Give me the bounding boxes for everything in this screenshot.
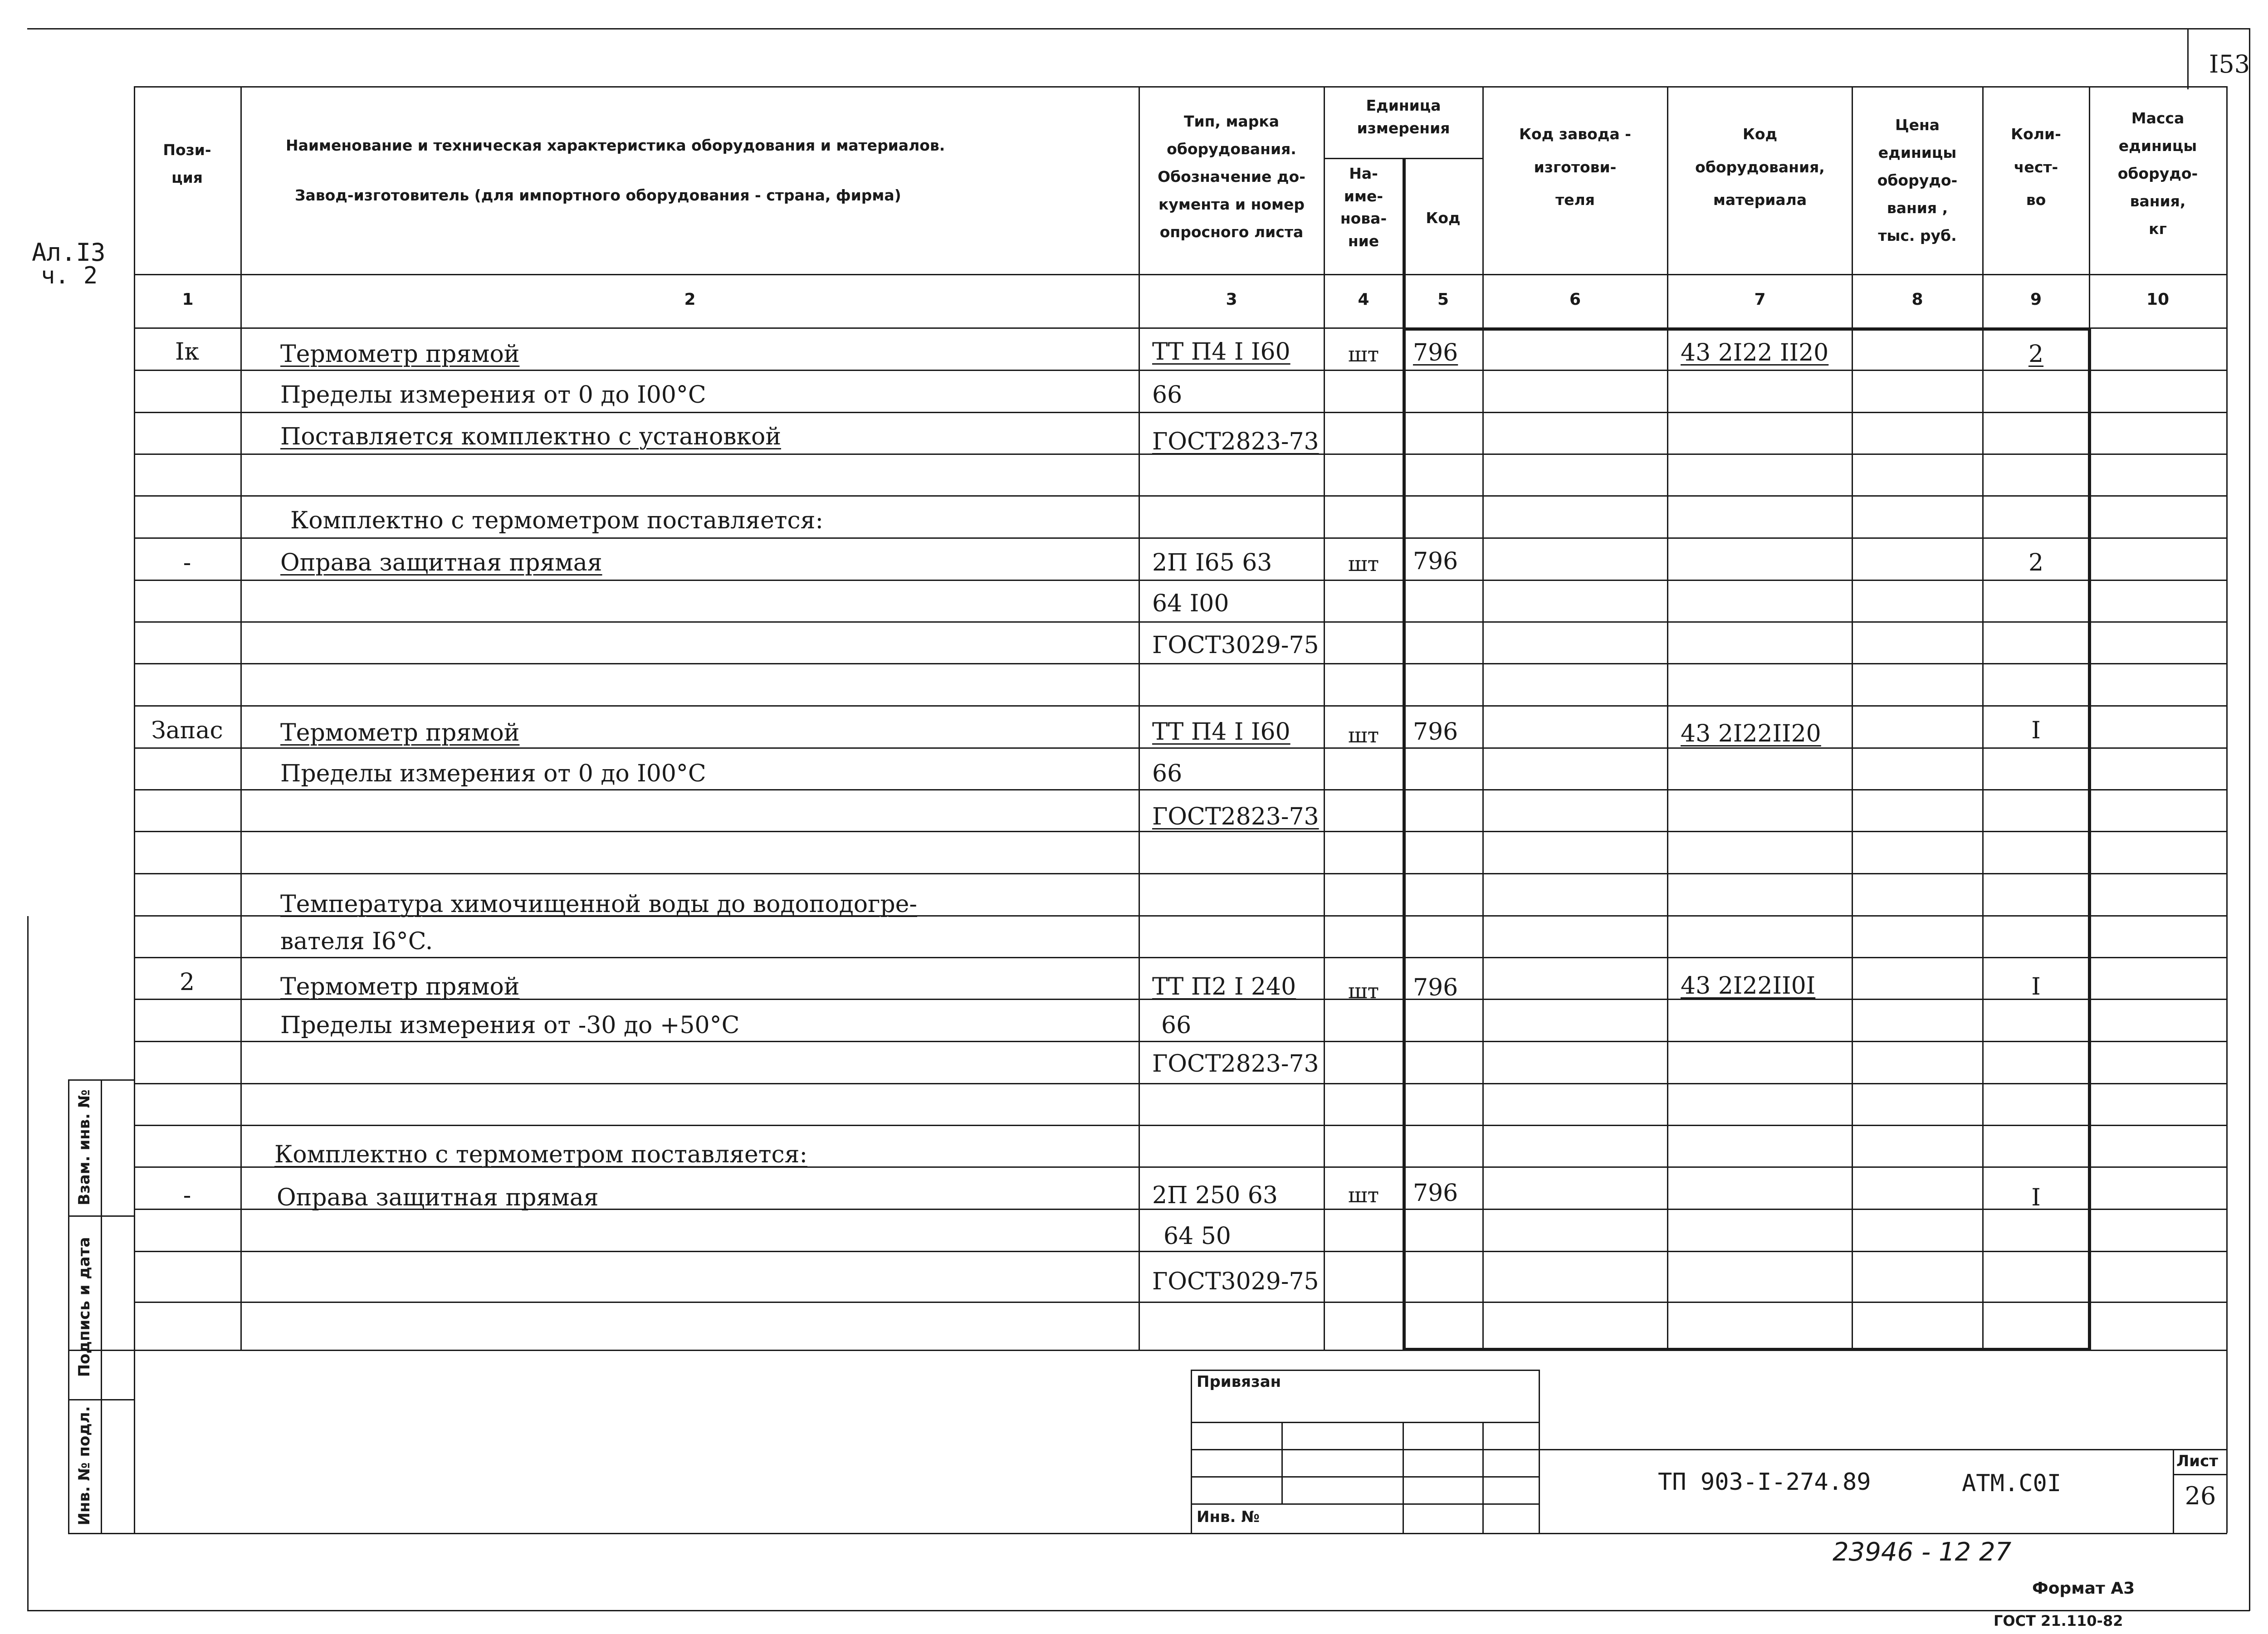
bold-block-top [1403, 327, 2091, 331]
archive-number: 23946 - 12 27 [1833, 1537, 2012, 1567]
row-quantity: I [2031, 1184, 2041, 1211]
row-name: Оправа защитная прямая [280, 549, 602, 576]
header-position: Пози- ция [163, 141, 211, 187]
row-line [134, 957, 2227, 958]
stamp-bound-col [1403, 1422, 1404, 1533]
bottom-border-line [27, 1610, 2250, 1611]
album-ref-line2: ч. 2 [41, 262, 98, 289]
header-name-line1: Наименование и техническая характеристика оборудования и материалов. [286, 137, 945, 154]
row-type: 2П I65 63 [1152, 549, 1272, 576]
row-line [134, 873, 2227, 874]
header-unit-group: Единица измерения [1357, 97, 1450, 137]
stamp-bound-right [1539, 1370, 1540, 1533]
row-name: вателя I6°C. [280, 928, 433, 955]
row-name: Температура химочищенной воды до водоподогре- [280, 891, 917, 918]
stamp-doc-code: ТП 903-I-274.89 [1658, 1468, 1871, 1496]
row-type: ГОСТ2823-73 [1152, 803, 1319, 830]
header-bottom-line [134, 274, 2227, 275]
row-line [134, 412, 2227, 413]
row-name: Термометр прямой [280, 719, 520, 746]
row-line [134, 1041, 2227, 1042]
row-type: 66 [1161, 1012, 1192, 1039]
row-name: Комплектно с термометром поставляется: [274, 1141, 807, 1168]
side-strip-divider [101, 1079, 102, 1533]
row-line [134, 663, 2227, 664]
column-number: 4 [1358, 290, 1369, 309]
col-line-10 [2226, 86, 2228, 1533]
row-line [134, 1083, 2227, 1084]
sheet-corner-number: I53 [2209, 50, 2250, 78]
row-line [134, 1302, 2227, 1303]
side-strip-signature-date: Подпись и дата [75, 1237, 93, 1377]
row-name: Пределы измерения от -30 до +50°C [280, 1012, 740, 1039]
header-mass: Масса единицы оборудо- вания, кг [2117, 109, 2198, 238]
album-ref-line1: Ал.I3 [32, 238, 106, 267]
row-name: Пределы измерения от 0 до I00°C [280, 381, 706, 409]
row-line [134, 1251, 2227, 1252]
header-unit-name: На- име- нова- ние [1340, 165, 1387, 250]
row-type: 66 [1152, 760, 1183, 787]
stamp-sheet-label: Лист [2176, 1452, 2218, 1470]
row-line [134, 537, 2227, 539]
stamp-title-top [1539, 1449, 2227, 1450]
row-line [134, 1125, 2227, 1126]
row-quantity: 2 [2028, 341, 2044, 368]
stamp-bound-row [1191, 1476, 1540, 1478]
row-line [134, 621, 2227, 623]
corner-box-line [2187, 28, 2189, 89]
row-type: ГОСТ3029-75 [1152, 1268, 1319, 1295]
row-line [134, 705, 2227, 707]
row-unit-code: 796 [1413, 548, 1458, 575]
col-line-5 [1482, 86, 1484, 1350]
row-type: ТТ П4 I I60 [1152, 718, 1290, 746]
side-strip-replace-inv: Взам. инв. № [75, 1089, 93, 1205]
row-equip-code: 43 2I22 II20 [1681, 339, 1829, 366]
row-type: 66 [1152, 381, 1183, 409]
row-type: 2П 250 63 [1152, 1182, 1278, 1209]
row-equip-code: 43 2I22II20 [1681, 720, 1821, 747]
row-unit-code: 796 [1413, 974, 1458, 1001]
row-line [134, 580, 2227, 581]
row-type: ГОСТ2823-73 [1152, 1050, 1319, 1078]
row-line [134, 747, 2227, 749]
row-type: ГОСТ3029-75 [1152, 632, 1319, 659]
col-line-8 [1982, 86, 1984, 1350]
format-label: Формат А3 [2032, 1579, 2135, 1598]
col-line-6 [1667, 86, 1668, 1350]
table-top-line [134, 86, 2227, 88]
row-name: Термометр прямой [280, 973, 520, 1000]
stamp-bound-row [1191, 1449, 1540, 1450]
row-equip-code: 43 2I22II0I [1681, 972, 1816, 1000]
column-number: 7 [1754, 290, 1766, 309]
top-border-line [27, 28, 2250, 29]
header-quantity: Коли- чест- во [2011, 125, 2061, 209]
right-border-line [2249, 28, 2250, 1611]
row-name: Пределы измерения от 0 до I00°C [280, 760, 706, 787]
stamp-mark: АТМ.С0I [1962, 1470, 2062, 1497]
row-line [134, 789, 2227, 790]
row-position: - [183, 1182, 191, 1209]
stamp-inv-label: Инв. № [1197, 1508, 1260, 1526]
row-position: 2 [179, 969, 195, 996]
column-number: 8 [1911, 290, 1923, 309]
header-type: Тип, марка оборудования. Обозначение до- кумента и номер опросного листа [1158, 112, 1305, 241]
row-position: Iк [175, 338, 200, 366]
row-position: - [183, 549, 191, 576]
row-name: Оправа защитная прямая [277, 1184, 599, 1211]
stamp-bound-left [1191, 1370, 1192, 1533]
gost-label: ГОСТ 21.110-82 [1994, 1612, 2123, 1629]
stamp-sheet-number: 26 [2185, 1482, 2216, 1510]
side-strip-field-line [68, 1215, 135, 1217]
stamp-bottom-line [134, 1533, 2227, 1534]
row-unit: шт [1348, 1183, 1379, 1207]
row-name: Комплектно с термометром поставляется: [290, 507, 823, 534]
column-number: 3 [1226, 290, 1237, 309]
stamp-bound-top [1191, 1370, 1540, 1371]
column-number: 2 [684, 290, 696, 309]
row-quantity: I [2031, 717, 2041, 744]
row-name: Термометр прямой [280, 341, 520, 368]
stamp-bound-row [1191, 1503, 1540, 1505]
row-quantity: 2 [2028, 549, 2044, 576]
stamp-bound-label: Привязан [1197, 1373, 1281, 1391]
row-type: 64 50 [1163, 1223, 1231, 1250]
row-type: 64 I00 [1152, 590, 1229, 617]
row-position: Запас [151, 717, 223, 744]
row-quantity: I [2031, 973, 2041, 1000]
row-unit-code: 796 [1413, 339, 1458, 366]
col-line-4 [1403, 158, 1406, 1350]
bold-block-bottom [1403, 1348, 2091, 1351]
header-price: Цена единицы оборудо- вания , тыс. руб. [1877, 116, 1958, 245]
header-name-line2: Завод-изготовитель (для импортного оборудования - страна, фирма) [295, 186, 901, 204]
stamp-bound-col [1482, 1422, 1484, 1533]
header-unit-code: Код [1426, 209, 1461, 227]
row-unit: шт [1348, 551, 1379, 576]
side-strip-original-inv: Инв. № подл. [75, 1406, 93, 1526]
row-type: ТТ П4 I I60 [1152, 338, 1290, 366]
header-equip-code: Код оборудования, материала [1695, 125, 1825, 209]
stamp-bound-row [1191, 1422, 1540, 1423]
row-unit: шт [1348, 342, 1379, 366]
row-type: ТТ П2 I 240 [1152, 973, 1296, 1000]
row-line [134, 831, 2227, 832]
column-number: 1 [182, 290, 194, 309]
col-line-3 [1324, 86, 1325, 1350]
stamp-bound-col [1281, 1422, 1283, 1503]
row-unit-code: 796 [1413, 718, 1458, 746]
row-name: Поставляется комплектно с установкой [280, 423, 781, 450]
header-plant-code: Код завода - изготови- теля [1519, 125, 1631, 209]
col-line-7 [1852, 86, 1853, 1350]
row-line [134, 495, 2227, 497]
row-unit: шт [1348, 979, 1379, 1003]
col-line-1 [240, 86, 242, 1350]
row-unit: шт [1348, 723, 1379, 747]
column-number: 9 [2030, 290, 2042, 309]
column-number: 10 [2146, 290, 2170, 309]
row-unit-code: 796 [1413, 1180, 1458, 1207]
row-type: ГОСТ2823-73 [1152, 428, 1319, 455]
column-number: 6 [1569, 290, 1581, 309]
stamp-sheet-split [2173, 1474, 2227, 1475]
column-number: 5 [1437, 290, 1449, 309]
col-line-2 [1139, 86, 1140, 1350]
left-border-line [27, 916, 29, 1610]
side-strip-left-line [68, 1079, 69, 1533]
row-line [134, 370, 2227, 371]
